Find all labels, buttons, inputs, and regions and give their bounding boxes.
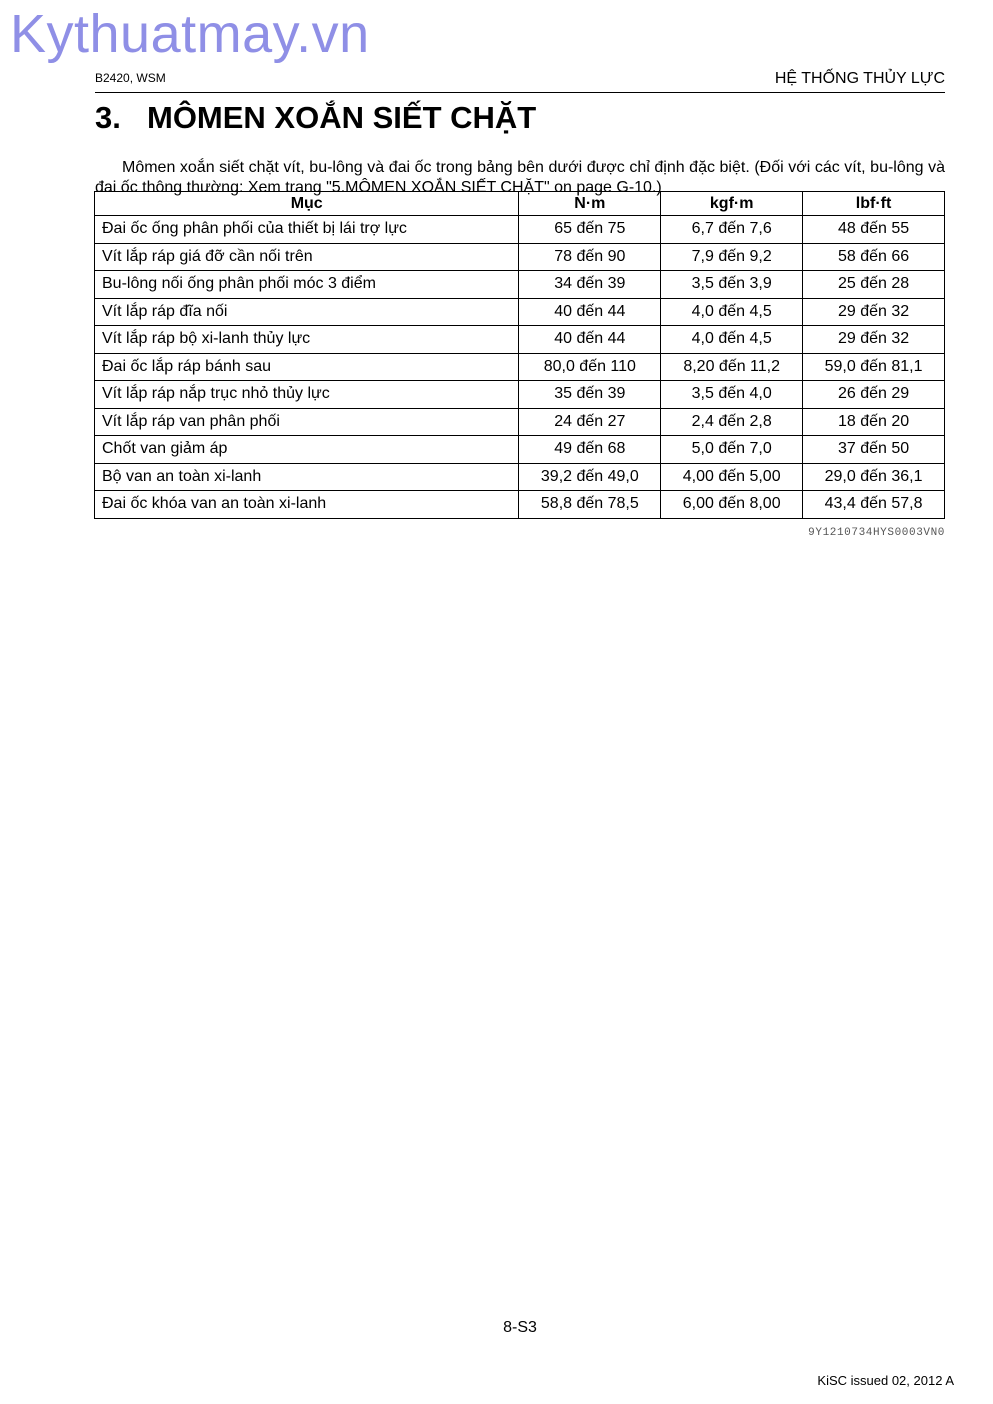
cell-kgfm: 4,0 đến 4,5 xyxy=(661,298,803,326)
section-number: 3. xyxy=(95,100,121,135)
table-row xyxy=(95,353,945,381)
table-row xyxy=(95,216,945,244)
section-title-text: MÔMEN XOẮN SIẾT CHẶT xyxy=(147,100,537,135)
cell-lbfft: 48 đến 55 xyxy=(803,216,945,244)
cell-nm: 49 đến 68 xyxy=(519,436,661,464)
cell-lbfft: 25 đến 28 xyxy=(803,271,945,299)
cell-nm: 58,8 đến 78,5 xyxy=(519,491,661,519)
cell-kgfm: 5,0 đến 7,0 xyxy=(661,436,803,464)
cell-nm: 39,2 đến 49,0 xyxy=(519,463,661,491)
cell-kgfm: 4,00 đến 5,00 xyxy=(661,463,803,491)
cell-kgfm: 8,20 đến 11,2 xyxy=(661,353,803,381)
page-number: 8-S3 xyxy=(503,1319,537,1336)
cell-item: Đai ốc ống phân phối của thiết bị lái trợ lực xyxy=(95,216,519,244)
table-row xyxy=(95,326,945,354)
cell-nm: 65 đến 75 xyxy=(519,216,661,244)
issue-note: KiSC issued 02, 2012 A xyxy=(817,1373,954,1388)
column-header-item: Mục xyxy=(95,192,519,216)
cell-item: Vít lắp ráp nắp trục nhỏ thủy lực xyxy=(95,381,519,409)
cell-kgfm: 2,4 đến 2,8 xyxy=(661,408,803,436)
cell-item: Bu-lông nối ống phân phối móc 3 điểm xyxy=(95,271,519,299)
cell-lbfft: 43,4 đến 57,8 xyxy=(803,491,945,519)
section-title xyxy=(95,98,536,138)
table-row xyxy=(95,408,945,436)
header-model: B2420, WSM xyxy=(95,71,166,85)
cell-nm: 24 đến 27 xyxy=(519,408,661,436)
cell-lbfft: 29 đến 32 xyxy=(803,298,945,326)
table-row xyxy=(95,463,945,491)
table-row xyxy=(95,298,945,326)
cell-item: Đai ốc khóa van an toàn xi-lanh xyxy=(95,491,519,519)
cell-item: Vít lắp ráp van phân phối xyxy=(95,408,519,436)
table-header-row xyxy=(95,192,945,216)
cell-item: Bộ van an toàn xi-lanh xyxy=(95,463,519,491)
table-row xyxy=(95,271,945,299)
cell-kgfm: 7,9 đến 9,2 xyxy=(661,243,803,271)
column-header-lbfft: lbf·ft xyxy=(803,192,945,216)
cell-item: Vít lắp ráp đĩa nối xyxy=(95,298,519,326)
cell-item: Vít lắp ráp bộ xi-lanh thủy lực xyxy=(95,326,519,354)
cell-nm: 40 đến 44 xyxy=(519,326,661,354)
cell-lbfft: 29 đến 32 xyxy=(803,326,945,354)
cell-lbfft: 58 đến 66 xyxy=(803,243,945,271)
table-row xyxy=(95,491,945,519)
cell-item: Chốt van giảm áp xyxy=(95,436,519,464)
cell-nm: 35 đến 39 xyxy=(519,381,661,409)
cell-lbfft: 29,0 đến 36,1 xyxy=(803,463,945,491)
cell-nm: 80,0 đến 110 xyxy=(519,353,661,381)
table-row xyxy=(95,243,945,271)
header-divider xyxy=(95,92,945,93)
cell-kgfm: 4,0 đến 4,5 xyxy=(661,326,803,354)
cell-nm: 78 đến 90 xyxy=(519,243,661,271)
header-chapter: HỆ THỐNG THỦY LỰC xyxy=(774,70,945,87)
column-header-kgfm: kgf·m xyxy=(661,192,803,216)
cell-kgfm: 6,00 đến 8,00 xyxy=(661,491,803,519)
cell-kgfm: 6,7 đến 7,6 xyxy=(661,216,803,244)
cell-nm: 34 đến 39 xyxy=(519,271,661,299)
watermark-logo: Kythuatmay.vn xyxy=(10,4,370,64)
column-header-nm: N·m xyxy=(519,192,661,216)
cell-lbfft: 26 đến 29 xyxy=(803,381,945,409)
document-code: 9Y1210734HYS0003VN0 xyxy=(808,527,945,539)
cell-item: Vít lắp ráp giá đỡ cần nối trên xyxy=(95,243,519,271)
table-body xyxy=(95,216,945,519)
cell-kgfm: 3,5 đến 3,9 xyxy=(661,271,803,299)
table-row xyxy=(95,381,945,409)
cell-item: Đai ốc lắp ráp bánh sau xyxy=(95,353,519,381)
cell-lbfft: 37 đến 50 xyxy=(803,436,945,464)
cell-lbfft: 18 đến 20 xyxy=(803,408,945,436)
cell-nm: 40 đến 44 xyxy=(519,298,661,326)
cell-kgfm: 3,5 đến 4,0 xyxy=(661,381,803,409)
torque-table xyxy=(94,191,945,519)
table-row xyxy=(95,436,945,464)
cell-lbfft: 59,0 đến 81,1 xyxy=(803,353,945,381)
intro-paragraph: Mômen xoắn siết chặt vít, bu-lông và đai ốc trong bảng bên dưới được chỉ định đặc biệt. (Đối với các vít, bu-lông và đai ốc thông thường: Xem trang "5.MÔMEN XOẮN SIẾT CHẶT" on page G-10.) xyxy=(95,159,945,196)
